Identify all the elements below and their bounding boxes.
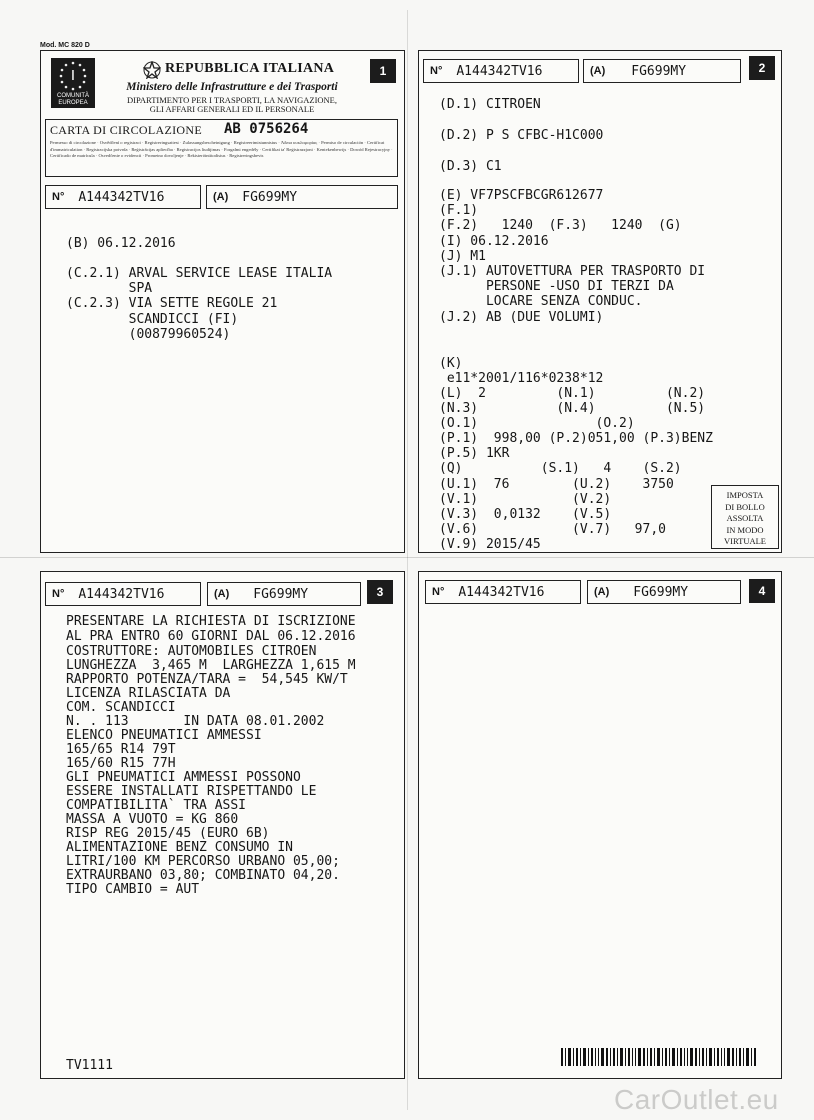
field-line: (P.5) 1KR (439, 446, 510, 461)
note-line: RISP REG 2015/45 (EURO 6B) (66, 826, 270, 841)
document-title: CARTA DI CIRCOLAZIONE (50, 123, 202, 137)
field-line: (U.1) 76 (U.2) 3750 (439, 477, 674, 492)
field-line: (C.2.1) ARVAL SERVICE LEASE ITALIA (66, 266, 333, 281)
registration-number: A144342TV16 (458, 584, 545, 600)
stamp-line: VIRTUALE (724, 536, 766, 546)
plate-number: FG699MY (242, 189, 298, 205)
note-line: ELENCO PNEUMATICI AMMESSI (66, 728, 262, 743)
field-line: (K) (439, 356, 463, 371)
field-line: (V.9) 2015/45 (439, 537, 541, 552)
field-line: (F.1) (439, 203, 479, 218)
field-line: (C.2.3) VIA SETTE REGOLE 21 (66, 296, 278, 311)
field-line: (B) 06.12.2016 (66, 236, 176, 251)
department-line-1: DIPARTIMENTO PER I TRASPORTI, LA NAVIGAZIONE, (127, 95, 337, 105)
paper-fold-horizontal (0, 557, 814, 558)
plate-box (587, 580, 741, 604)
note-line: TIPO CAMBIO = AUT (66, 882, 200, 897)
document-title-box (45, 119, 398, 177)
field-line: (J.1) AUTOVETTURA PER TRASPORTO DI (439, 264, 706, 279)
eu-flag-icon (51, 58, 95, 108)
a-label: (A) (594, 586, 610, 598)
panel-1 (40, 50, 405, 553)
ministry-name: Ministero delle Infrastrutture e dei Trasporti (126, 81, 338, 93)
registration-number-box (45, 582, 201, 606)
stamp-line: IN MODO (726, 524, 764, 535)
a-label: (A) (214, 588, 230, 600)
stamp-line: IMPOSTA (726, 490, 764, 500)
eu-label-1: COMUNITÀ (57, 93, 89, 99)
registration-number-box (425, 580, 581, 604)
panel-4 (418, 571, 782, 1079)
field-line: (V.3) 0,0132 (V.5) (439, 507, 612, 522)
field-line: (J.2) AB (DUE VOLUMI) (439, 310, 604, 325)
field-line: (V.6) (V.7) 97,0 (439, 522, 666, 537)
no-label: N° (52, 191, 65, 203)
field-line: (F.2) 1240 (F.3) 1240 (G) (439, 218, 682, 233)
document-translations: Permesso di circolazione · Osvědčení o registraci · Registreringsattest · Zulassungsbescheinigung · Registreerimistunnistus · Άδεια κυκλοφορίας · Permiso de circulación · Certificat d'immatriculation · Registracijska potvrda · Reģistrācijas apliecība · Registracijos liudijimas · Forgalmi engedély · Certifikat ta' Reġistrazzjoni · Kentekenbewijs · Dowód Rejestracyjny · Certificado de matrícula · Osvedčenie o evidencii · Prometno dovoljenje · Rekisteröintitodistus · Registreringsbevis (50, 140, 393, 159)
note-line: COM. SCANDICCI (66, 700, 176, 715)
field-line: (J) M1 (439, 249, 486, 264)
field-line: (N.3) (N.4) (N.5) (439, 401, 706, 416)
panel-badge: 1 (370, 59, 396, 83)
department-line-2: GLI AFFARI GENERALI ED IL PERSONALE (149, 104, 315, 114)
panel-footer-code: TV1111 (66, 1058, 113, 1073)
note-line: RAPPORTO POTENZA/TARA = 54,545 KW/T (66, 672, 348, 687)
field-line: (O.1) (O.2) (439, 416, 635, 431)
field-line: PERSONE -USO DI TERZI DA (439, 279, 674, 294)
plate-number: FG699MY (631, 63, 687, 79)
plate-box (583, 59, 741, 83)
field-line: (Q) (S.1) 4 (S.2) (439, 461, 682, 476)
no-label: N° (432, 586, 445, 598)
note-line: 165/60 R15 77H (66, 756, 176, 771)
note-line: N. . 113 IN DATA 08.01.2002 (66, 714, 325, 729)
field-line: (00879960524) (66, 327, 231, 342)
note-line: ALIMENTAZIONE BENZ CONSUMO IN (66, 840, 293, 855)
emblem-icon (143, 61, 161, 79)
panel-badge: 2 (749, 56, 775, 80)
note-line: LITRI/100 KM PERCORSO URBANO 05,00; (66, 854, 340, 869)
field-line: (I) 06.12.2016 (439, 234, 549, 249)
registration-number-box (423, 59, 579, 83)
stamp-line: DI BOLLO (725, 501, 765, 512)
republic-title: REPUBBLICA ITALIANA (165, 61, 335, 76)
stamp-line: ASSOLTA (726, 513, 764, 523)
field-line: (D.2) P S CFBC-H1C000 (439, 128, 604, 143)
field-line: (E) VF7PSCFBCGR612677 (439, 188, 604, 203)
field-line: e11*2001/116*0238*12 (439, 371, 604, 386)
paper-fold-vertical (407, 10, 408, 1110)
field-line: (L) 2 (N.1) (N.2) (439, 386, 706, 401)
no-label: N° (52, 588, 65, 600)
note-line: 165/65 R14 79T (66, 742, 176, 757)
note-line: COMPATIBILITA` TRA ASSI (66, 798, 247, 813)
note-line: EXTRAURBANO 03,80; COMBINATO 04,20. (66, 868, 340, 883)
model-code: Mod. MC 820 D (40, 42, 90, 49)
registration-number: A144342TV16 (78, 189, 165, 205)
field-line: (D.3) C1 (439, 159, 502, 174)
a-label: (A) (213, 191, 229, 203)
field-line: (V.1) (V.2) (439, 492, 612, 507)
field-line: (P.1) 998,00 (P.2)051,00 (P.3)BENZ (439, 431, 713, 446)
note-line: LUNGHEZZA 3,465 M LARGHEZZA 1,615 M (66, 658, 356, 673)
note-line: GLI PNEUMATICI AMMESSI POSSONO (66, 770, 301, 785)
note-line: PRESENTARE LA RICHIESTA DI ISCRIZIONE (66, 614, 356, 629)
plate-number: FG699MY (253, 586, 309, 602)
eu-letter: I (70, 67, 76, 84)
field-line: (D.1) CITROEN (439, 97, 541, 112)
eu-label-2: EUROPEA (58, 100, 88, 106)
field-line: LOCARE SENZA CONDUC. (439, 294, 643, 309)
plate-box (206, 185, 398, 209)
a-label: (A) (590, 65, 606, 77)
registration-number: A144342TV16 (456, 63, 543, 79)
no-label: N° (430, 65, 443, 77)
barcode (561, 1048, 757, 1066)
plate-box (207, 582, 361, 606)
note-line: MASSA A VUOTO = KG 860 (66, 812, 239, 827)
watermark: CarOutlet.eu (614, 1084, 779, 1115)
registration-number: A144342TV16 (78, 586, 165, 602)
note-line: COSTRUTTORE: AUTOMOBILES CITROEN (66, 644, 317, 659)
note-line: ESSERE INSTALLATI RISPETTANDO LE (66, 784, 317, 799)
panel-badge: 3 (367, 580, 393, 604)
note-line: LICENZA RILASCIATA DA (66, 686, 231, 701)
registration-number-box (45, 185, 201, 209)
field-line: SPA (66, 281, 153, 296)
panel-badge: 4 (749, 579, 775, 603)
tax-stamp (711, 485, 779, 549)
plate-number: FG699MY (633, 584, 689, 600)
field-line: SCANDICCI (FI) (66, 312, 239, 327)
document-number: AB 0756264 (224, 121, 309, 137)
note-line: AL PRA ENTRO 60 GIORNI DAL 06.12.2016 (66, 629, 356, 644)
panel-2 (418, 50, 782, 553)
panel-3 (40, 571, 405, 1079)
